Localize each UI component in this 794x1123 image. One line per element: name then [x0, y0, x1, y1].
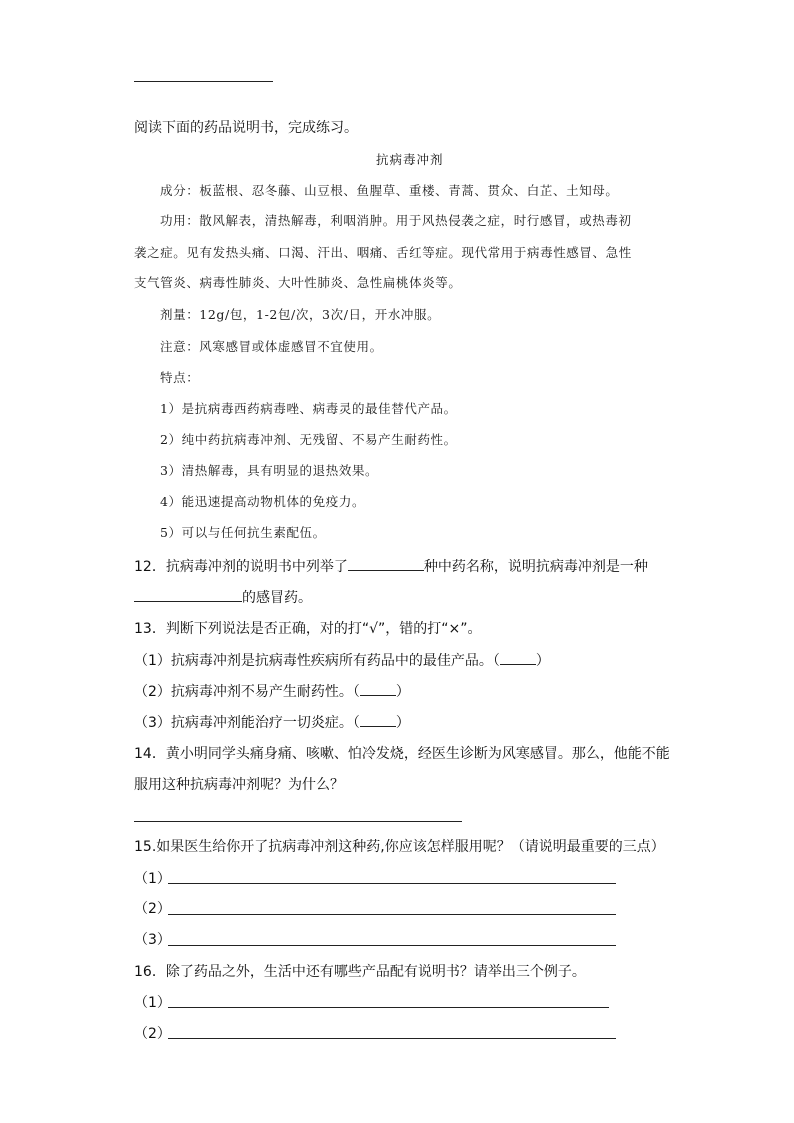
- leaflet-title: 抗病毒冲剂: [376, 152, 444, 167]
- leaflet-dosage: 剂量：12g/包，1-2包/次，3次/日，开水冲服。: [160, 307, 441, 322]
- leaflet-feature-5: 5）可以与任何抗生素配伍。: [160, 525, 326, 540]
- leaflet-feature-4: 4）能迅速提高动物机体的免疫力。: [160, 494, 366, 509]
- header-rule: [134, 81, 273, 82]
- q14-line2: 服用这种抗病毒冲剂呢？为什么？: [134, 777, 344, 793]
- q13-item-3-text: （3）抗病毒冲剂能治疗一切炎症。（: [134, 715, 360, 731]
- q15-label-1: （1）: [134, 871, 171, 887]
- q13-item-2-close: ）: [395, 684, 410, 700]
- leaflet-features-label: 特点：: [160, 370, 200, 385]
- q15-answer-line-2[interactable]: [168, 914, 616, 915]
- q12-line1: [134, 556, 648, 577]
- intro-instruction: 阅读下面的药品说明书，完成练习。: [134, 120, 358, 136]
- q14-line1: 14．黄小明同学头痛身痛、咳嗽、怕冷发烧，经医生诊断为风寒感冒。那么，他能不能: [134, 746, 670, 762]
- leaflet-function-line1: 功用：散风解表，清热解毒，利咽消肿。用于风热侵袭之症，时行感冒，或热毒初: [160, 213, 632, 228]
- q16-answer-line-2[interactable]: [168, 1038, 616, 1039]
- q16-answer-line-1[interactable]: [168, 1007, 609, 1008]
- q13-item-3-answer[interactable]: [360, 712, 396, 727]
- q12-blank-count[interactable]: [348, 556, 424, 571]
- leaflet-function-line2: 袭之症。见有发热头痛、口渴、汗出、咽痛、舌红等症。现代常用于病毒性感冒、急性: [134, 245, 632, 260]
- q16-label-2: （2）: [134, 1026, 171, 1042]
- q12-part3: 的感冒药。: [242, 590, 312, 606]
- q13-item-2-answer[interactable]: [360, 681, 396, 696]
- q12-line2: [134, 587, 312, 608]
- q13-item-1: [134, 650, 550, 671]
- q15-stem: 15.如果医生给你开了抗病毒冲剂这种药,你应该怎样服用呢？（请说明最重要的三点）: [134, 839, 665, 855]
- q14-answer-line[interactable]: [134, 821, 462, 822]
- leaflet-feature-2: 2）纯中药抗病毒冲剂、无残留、不易产生耐药性。: [160, 432, 457, 447]
- leaflet-feature-1: 1）是抗病毒西药病毒唑、病毒灵的最佳替代产品。: [160, 401, 457, 416]
- q16-stem: 16．除了药品之外，生活中还有哪些产品配有说明书？请举出三个例子。: [134, 964, 586, 980]
- q13-item-2: [134, 681, 410, 702]
- leaflet-feature-3: 3）清热解毒，具有明显的退热效果。: [160, 463, 379, 478]
- q13-stem: 13．判断下列说法是否正确，对的打“√”，错的打“×”。: [134, 621, 482, 637]
- q13-item-1-close: ）: [535, 653, 550, 669]
- q15-label-2: （2）: [134, 901, 171, 917]
- leaflet-function-line3: 支气管炎、病毒性肺炎、大叶性肺炎、急性扁桃体炎等。: [134, 275, 462, 290]
- q12-blank-type[interactable]: [134, 587, 242, 602]
- q15-label-3: （3）: [134, 932, 171, 948]
- q13-item-1-text: （1）抗病毒冲剂是抗病毒性疾病所有药品中的最佳产品。（: [134, 653, 500, 669]
- q15-answer-line-3[interactable]: [168, 945, 616, 946]
- q13-item-3-close: ）: [395, 715, 410, 731]
- q12-part1: 12．抗病毒冲剂的说明书中列举了: [134, 559, 348, 575]
- q13-item-3: [134, 712, 410, 733]
- q16-label-1: （1）: [134, 995, 171, 1011]
- leaflet-caution: 注意：风寒感冒或体虚感冒不宜使用。: [160, 339, 383, 354]
- leaflet-ingredients: 成分：板蓝根、忍冬藤、山豆根、鱼腥草、重楼、青蒿、贯众、白芷、土知母。: [160, 183, 619, 198]
- q13-item-1-answer[interactable]: [500, 650, 536, 665]
- q12-part2: 种中药名称，说明抗病毒冲剂是一种: [423, 559, 648, 575]
- q15-answer-line-1[interactable]: [168, 883, 616, 884]
- q13-item-2-text: （2）抗病毒冲剂不易产生耐药性。（: [134, 684, 360, 700]
